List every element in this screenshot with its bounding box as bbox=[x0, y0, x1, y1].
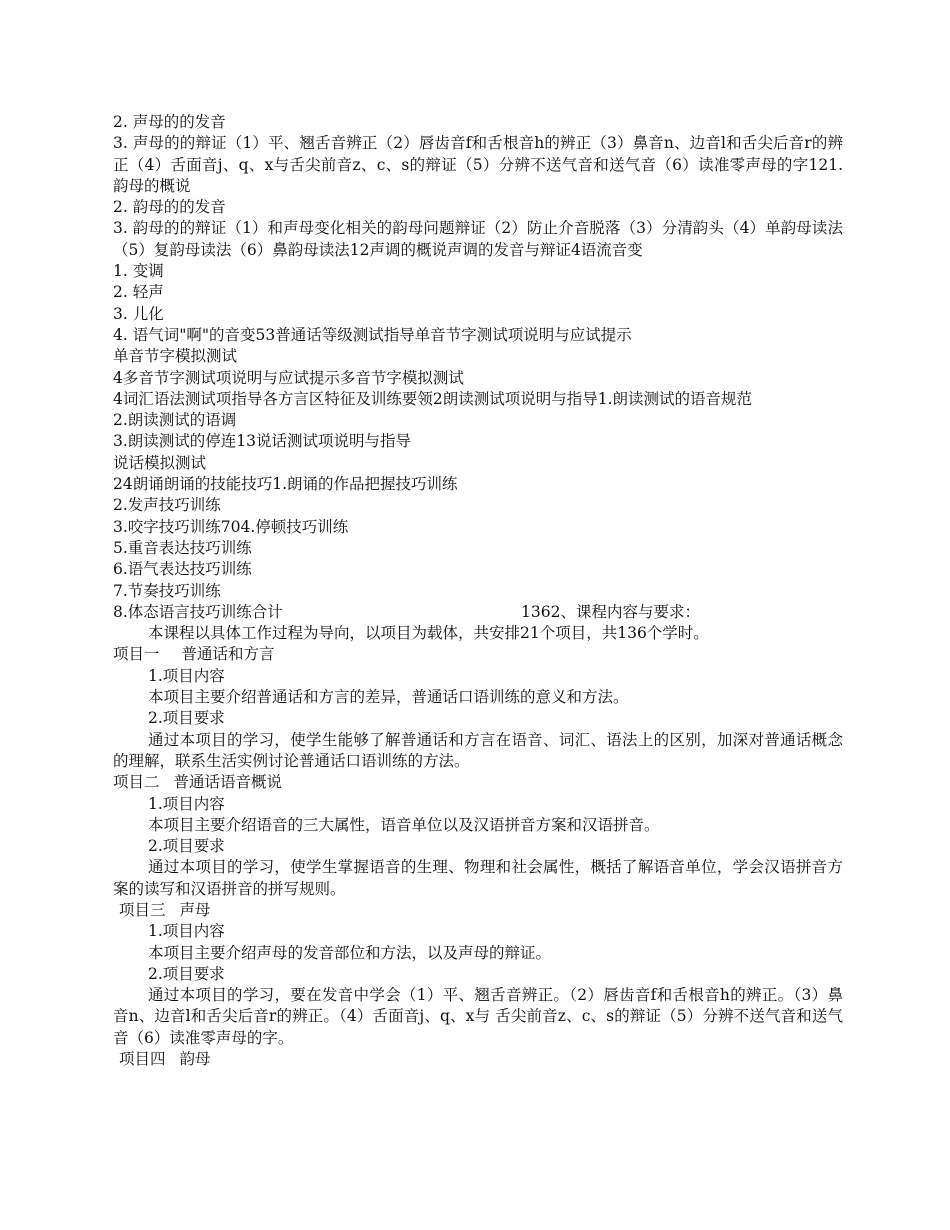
project-content-text: 本项目主要介绍声母的发音部位和方法，以及声母的辩证。 bbox=[148, 943, 552, 962]
project-content-text: 本项目主要介绍普通话和方言的差异，普通话口语训练的意义和方法。 bbox=[148, 688, 629, 707]
outline-line: 24朗诵朗诵的技能技巧1.朗诵的作品把握技巧训练 bbox=[113, 475, 458, 494]
total-line-left: 8.体态语言技巧训练合计 bbox=[113, 602, 283, 621]
project-heading bbox=[113, 772, 843, 793]
outline-line: 4多音节字测试项说明与应试提示多音节字模拟测试 bbox=[113, 368, 464, 387]
project-requirement-text: 通过本项目的学习，使学生能够了解普通话和方言在语音、词汇、语法上的区别，加深对普通话概念的理解，联系生活实例讨论普通话口语训练的方法。 bbox=[113, 730, 843, 770]
project-requirement-label: 2.项目要求 bbox=[148, 837, 225, 856]
project-number: 项目一 bbox=[113, 645, 160, 664]
project-requirement-label: 2.项目要求 bbox=[148, 964, 225, 983]
project-number: 项目四 bbox=[119, 1050, 166, 1069]
course-intro: 本课程以具体工作过程为导向，以项目为载体，共安排21个项目，共136个学时。 bbox=[148, 624, 709, 643]
outline-line: 5.重音表达技巧训练 bbox=[113, 538, 252, 557]
project-content-label: 1.项目内容 bbox=[148, 794, 225, 813]
outline-line: 4. 语气词"啊"的音变53普通话等级测试指导单音节字测试项说明与应试提示 bbox=[113, 325, 632, 344]
outline-line: 1. 变调 bbox=[113, 262, 164, 281]
outline-line: 6.语气表达技巧训练 bbox=[113, 560, 252, 579]
project-number: 项目二 bbox=[113, 773, 160, 792]
project-heading bbox=[113, 1049, 843, 1070]
document-page bbox=[113, 112, 843, 1070]
project-requirement-label: 2.项目要求 bbox=[148, 709, 225, 728]
project-title: 普通话语音概说 bbox=[173, 773, 283, 792]
project-heading bbox=[113, 644, 843, 665]
project-title: 韵母 bbox=[179, 1050, 211, 1069]
outline-line: 3. 儿化 bbox=[113, 304, 164, 323]
outline-line: 3.咬字技巧训练704.停顿技巧训练 bbox=[113, 517, 349, 536]
project-content-text: 本项目主要介绍语音的三大属性，语音单位以及汉语拼音方案和汉语拼音。 bbox=[148, 815, 660, 834]
outline-line: 7.节奏技巧训练 bbox=[113, 581, 221, 600]
project-content-label: 1.项目内容 bbox=[148, 666, 225, 685]
project-title: 声母 bbox=[179, 900, 211, 919]
outline-line: 2. 韵母的的发音 bbox=[113, 198, 226, 217]
project-requirement-text: 通过本项目的学习，使学生掌握语音的生理、物理和社会属性，概括了解语音单位，学会汉语拼音方案的读写和汉语拼音的拼写规则。 bbox=[113, 858, 843, 898]
outline-line: 3.朗读测试的停连13说话测试项说明与指导 bbox=[113, 432, 412, 451]
project-number: 项目三 bbox=[119, 900, 166, 919]
outline-line: 4词汇语法测试项指导各方言区特征及训练要领2朗读测试项说明与指导1.朗读测试的语音规范 bbox=[113, 389, 753, 408]
outline-line: 2.发声技巧训练 bbox=[113, 496, 221, 515]
outline-line: 说话模拟测试 bbox=[113, 453, 207, 472]
outline-line: 3. 声母的的辩证（1）平、翘舌音辨正（2）唇齿音f和舌根音h的辨正（3）鼻音n、边音l和舌尖后音r的辨正（4）舌面音j、q、x与舌尖前音z、c、s的辩证（5）分辨不送气音和送气音（6）读准零声母的字121. 韵母的概说 bbox=[113, 134, 843, 195]
project-title: 普通话和方言 bbox=[181, 645, 275, 664]
outline-line: 2. 声母的的发音 bbox=[113, 113, 226, 131]
outline-line: 单音节字模拟测试 bbox=[113, 347, 238, 366]
total-line-right: 1362、课程内容与要求： bbox=[521, 602, 700, 621]
outline-line: 3. 韵母的的辩证（1）和声母变化相关的韵母问题辩证（2）防止介音脱落（3）分清韵头（4）单韵母读法（5）复韵母读法（6）鼻韵母读法12声调的概说声调的发音与辩证4语流音变 bbox=[113, 219, 843, 259]
total-hours-line bbox=[113, 602, 843, 623]
outline-line: 2. 轻声 bbox=[113, 283, 164, 302]
outline-line: 2.朗读测试的语调 bbox=[113, 411, 237, 430]
project-heading bbox=[113, 900, 843, 921]
project-requirement-text: 通过本项目的学习，要在发音中学会（1）平、翘舌音辨正。（2）唇齿音f和舌根音h的辨正。（3）鼻音n、边音l和舌尖后音r的辨正。（4）舌面音j、q、x与 舌尖前音z、c、s的辩证（5）分辨不送气音和送气音（6）读准零声母的字。 bbox=[113, 986, 843, 1047]
project-content-label: 1.项目内容 bbox=[148, 922, 225, 941]
